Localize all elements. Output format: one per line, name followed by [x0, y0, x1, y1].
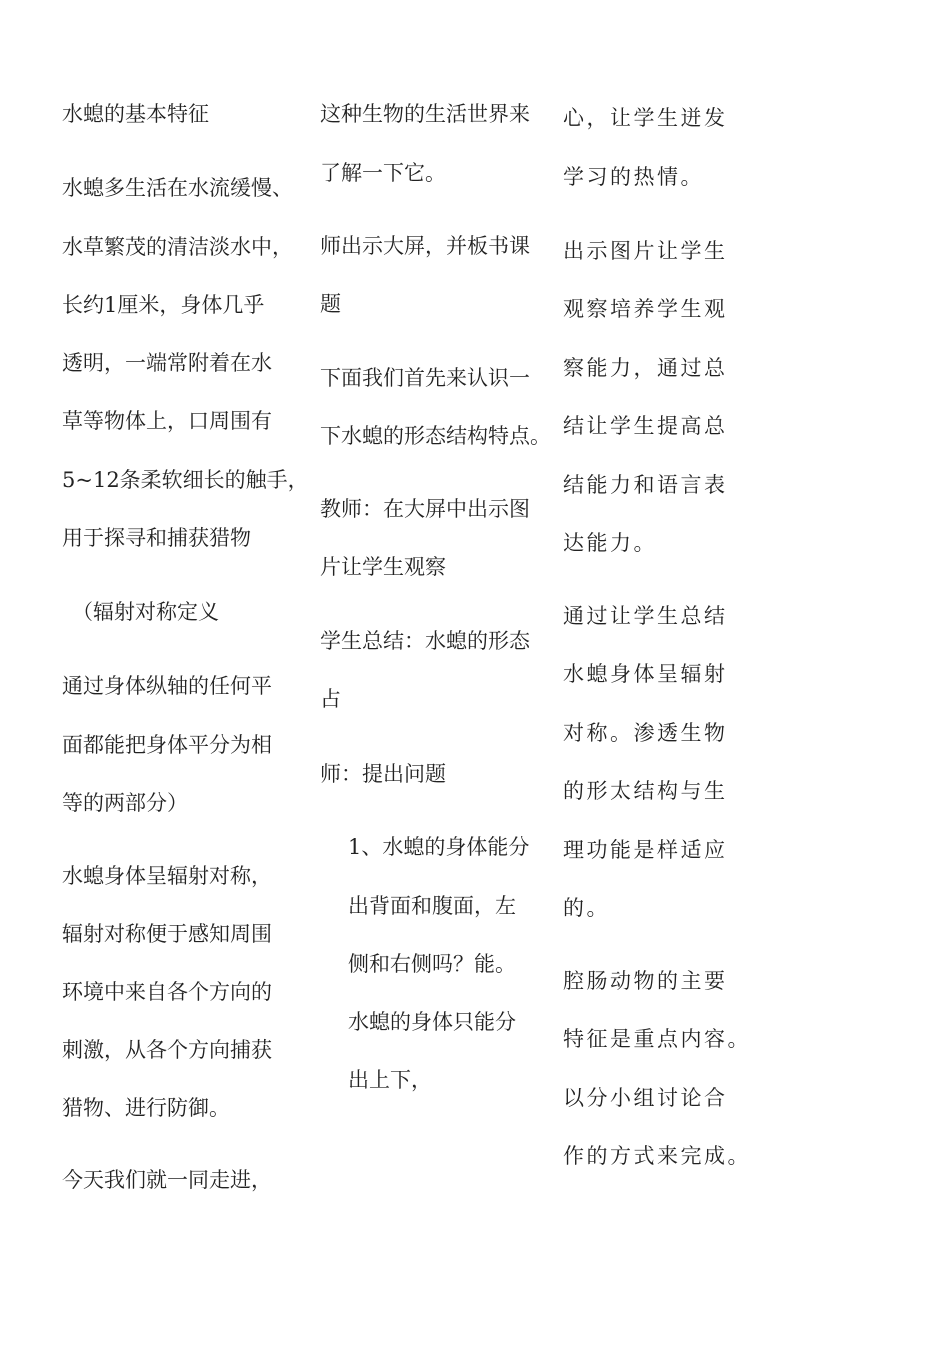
- text-line: 师出示大屏，并板书课: [320, 234, 530, 258]
- text-line: （辐射对称定义: [72, 600, 219, 624]
- text-line: 水螅多生活在水流缓慢、: [62, 176, 293, 200]
- text-line: 草等物体上，口周围有: [62, 409, 272, 433]
- text-line: 的形太结构与生: [563, 779, 728, 803]
- text-line: 结让学生提高总: [563, 414, 728, 438]
- text-line: 学习的热情。: [563, 165, 704, 189]
- text-line: 占: [320, 687, 341, 711]
- text-line: 观察培养学生观: [563, 297, 728, 321]
- text-line: 这种生物的生活世界来: [320, 102, 530, 126]
- text-line: 出上下，: [348, 1068, 432, 1092]
- text-line: 水螅的基本特征: [62, 102, 209, 126]
- text-line: 下面我们首先来认识一: [320, 366, 530, 390]
- text-line: 辐射对称便于感知周围: [62, 922, 272, 946]
- text-line: 水螅身体呈辐射对称，: [62, 864, 272, 888]
- text-line: 通过身体纵轴的任何平: [62, 674, 272, 698]
- text-line: 察能力，通过总: [563, 356, 728, 380]
- text-line: 透明，一端常附着在水: [62, 351, 272, 375]
- text-line: 用于探寻和捕获猎物: [62, 526, 251, 550]
- text-line: 了解一下它。: [320, 161, 446, 185]
- text-line: 猎物、进行防御。: [62, 1096, 230, 1120]
- text-line: 出背面和腹面，左: [348, 894, 516, 918]
- text-line: 等的两部分）: [62, 791, 188, 815]
- text-line: 刺激，从各个方向捕获: [62, 1038, 272, 1062]
- text-line: 师：提出问题: [320, 762, 446, 786]
- text-line: 对称。渗透生物: [563, 721, 728, 745]
- text-line: 5~12条柔软细长的触手，: [62, 468, 309, 492]
- text-line: 水草繁茂的清洁淡水中，: [62, 235, 293, 259]
- text-line: 结能力和语言表: [563, 473, 728, 497]
- text-line: 达能力。: [563, 531, 657, 555]
- text-line: 侧和右侧吗？能。: [348, 952, 516, 976]
- text-line: 题: [320, 292, 341, 316]
- text-line: 1、水螅的身体能分: [348, 835, 530, 859]
- text-line: 心，让学生迸发: [563, 106, 728, 130]
- text-line: 理功能是样适应: [563, 838, 728, 862]
- text-line: 的。: [563, 896, 610, 920]
- text-line: 腔肠动物的主要: [563, 969, 728, 993]
- text-line: 以分小组讨论合: [563, 1086, 728, 1110]
- text-line: 水螅的身体只能分: [348, 1010, 516, 1034]
- text-line: 教师：在大屏中出示图: [320, 497, 530, 521]
- text-line: 作的方式来完成。: [563, 1144, 751, 1168]
- text-line: 环境中来自各个方向的: [62, 980, 272, 1004]
- text-line: 下水螅的形态结构特点。: [320, 424, 551, 448]
- text-line: 通过让学生总结: [563, 604, 728, 628]
- text-line: 今天我们就一同走进，: [62, 1168, 272, 1192]
- text-line: 面都能把身体平分为相: [62, 733, 272, 757]
- text-line: 学生总结：水螅的形态: [320, 629, 530, 653]
- text-line: 出示图片让学生: [563, 239, 728, 263]
- text-line: 水螅身体呈辐射: [563, 662, 728, 686]
- text-line: 片让学生观察: [320, 555, 446, 579]
- text-line: 特征是重点内容。: [563, 1027, 751, 1051]
- text-line: 长约1厘米，身体几乎: [62, 293, 265, 317]
